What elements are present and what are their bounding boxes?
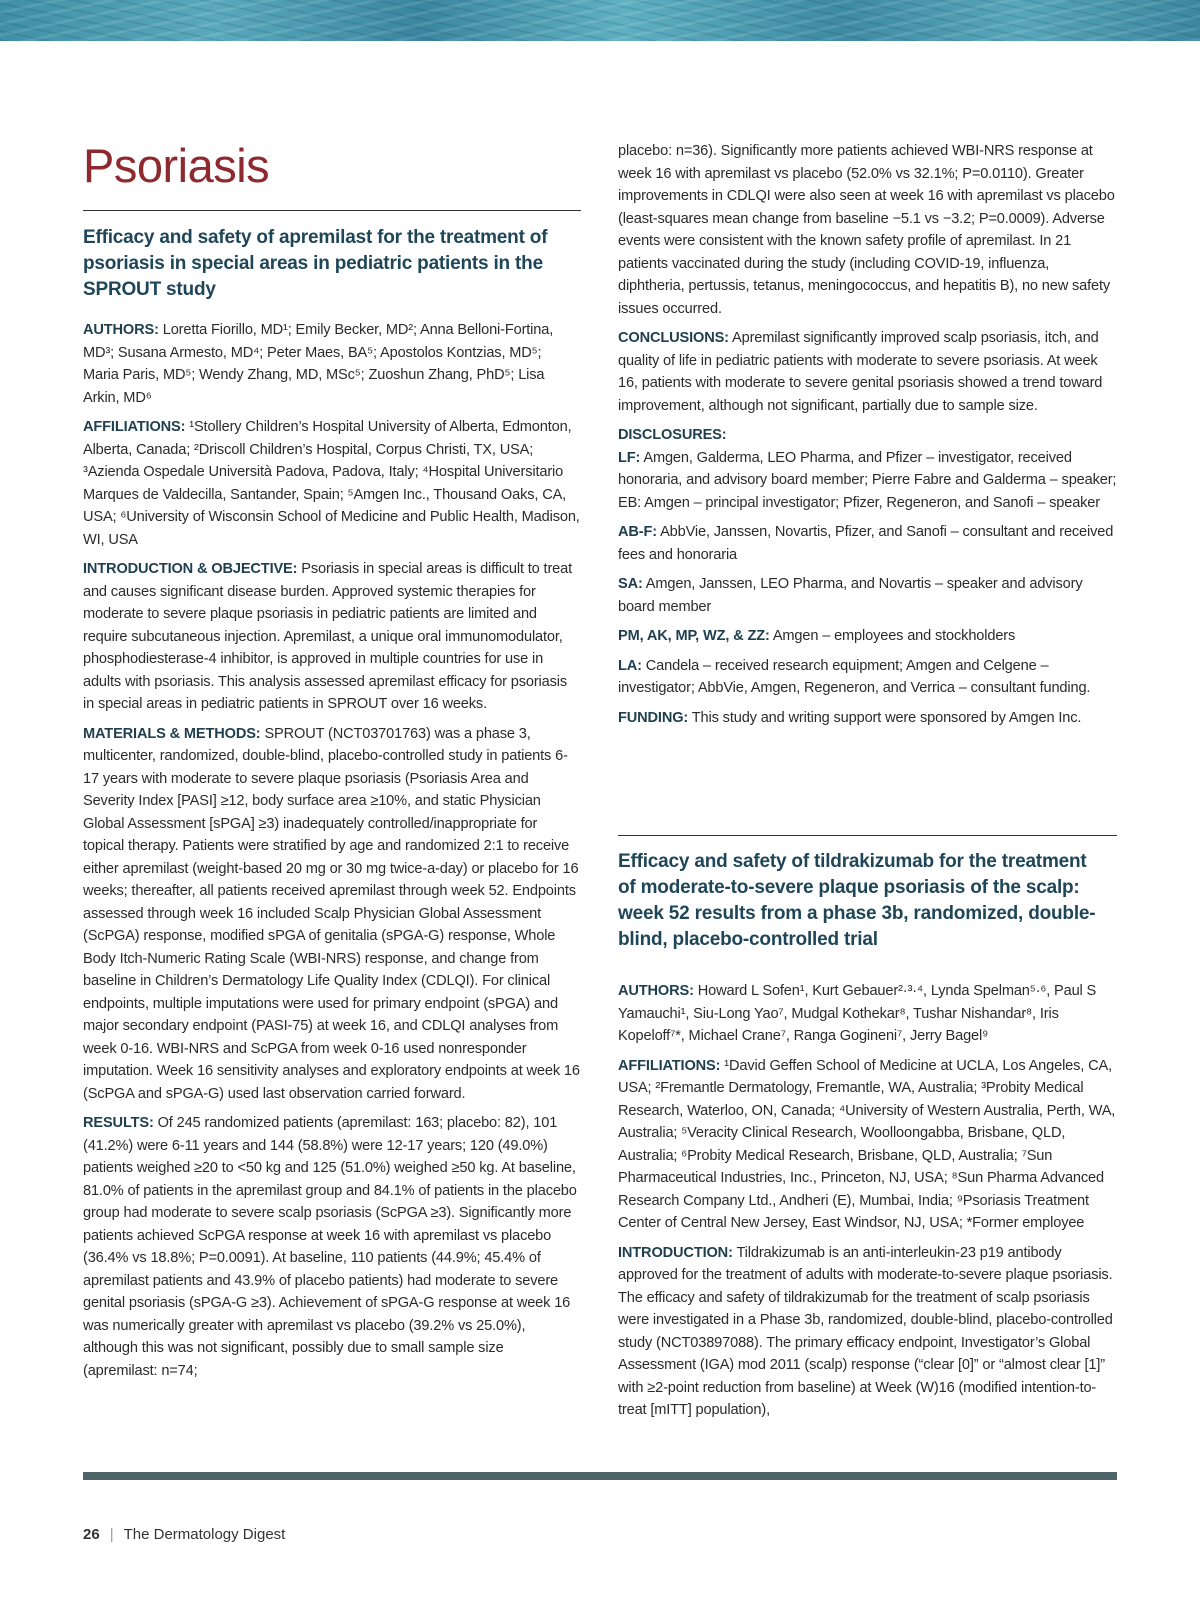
disclosure-item [618,521,1117,566]
article2-body [618,980,1117,1429]
article-divider [618,835,1117,836]
publication-name: The Dermatology Digest [123,1526,286,1543]
article1-authors [83,319,581,409]
conclusions-label: CONCLUSIONS: [618,330,729,346]
disclosure-label: PM, AK, MP, WZ, & ZZ: [618,628,770,644]
disclosure-item [618,447,1117,515]
article1-results [83,1112,581,1382]
disclosure-label: LA: [618,657,642,674]
article1-introduction [83,558,581,716]
introduction-text: Psoriasis in special areas is difficult to treat and causes significant disease burden. Approved systemic therapies for moderate to severe plaque psoriasis in pediatric patients are limited and require subcutaneous injection. Apremilast, a unique oral immunomodulator, phosphodiesterase-4 inhibitor, is approved in multiple countries for use in adults with psoriasis. This analysis assessed apremilast efficacy for psoriasis in special areas in pediatric patients in SPROUT over 16 weeks. [83,561,573,712]
article1-conclusions [618,327,1117,417]
page-number: 26 [83,1526,100,1543]
affiliations-text: ¹David Geffen School of Medicine at UCLA, Los Angeles, CA, USA; ²Fremantle Dermatology, Fremantle, WA, Australia; ³Probity Medical Research, Waterloo, ON, Canada; ⁴University of Western Australia, Perth, WA, Australia; ⁵Veracity Clinical Research, Woolloongabba, Brisbane, QLD, Australia; ⁶Probity Medical Research, Brisbane, QLD, Australia; ⁷Sun Pharmaceutical Industries, Inc., Princeton, NJ, USA; ⁸Sun Pharma Advanced Research Company Ltd., Andheri (E), Mumbai, India; ⁹Psoriasis Treatment Center of Central New Jersey, East Windsor, NJ, USA; *Former employee [618,1057,1116,1231]
introduction-text: Tildrakizumab is an anti-interleukin-23 p19 antibody approved for the treatment of adults with moderate-to-severe plaque psoriasis. The efficacy and safety of tildrakizumab for the treatment of scalp psoriasis were investigated in a Phase 3b, randomized, double-blind, placebo-controlled study (NCT03897088). The primary efficacy endpoint, Investigator’s Global Assessment (IGA) mod 2011 (scalp) response (“clear [0]” or “almost clear [1]” with ≥2-point reduction from baseline) at Week (W)16 (modified intention-to-treat [mITT] population), [618,1244,1113,1418]
header-banner-image [0,0,1200,41]
affiliations-label: AFFILIATIONS: [83,419,186,435]
funding-label: FUNDING: [618,709,689,726]
affiliations-label: AFFILIATIONS: [618,1057,721,1074]
article1-methods [83,723,581,1106]
disclosure-label: SA: [618,576,643,592]
disclosure-text: Amgen, Janssen, LEO Pharma, and Novartis – speaker and advisory board member [618,576,1083,615]
article1-funding [618,707,1117,730]
footer-rule [83,1472,1117,1480]
disclosures-label: DISCLOSURES: [618,427,727,443]
article1-body-left [83,319,581,1389]
article2-authors [618,980,1117,1048]
methods-label: MATERIALS & METHODS: [83,725,261,742]
article1-results-continued: placebo: n=36). Significantly more patients achieved WBI-NRS response at week 16 with apremilast vs placebo (52.0% vs 32.1%; P=0.0110). Greater improvements in CDLQI were also seen at week 16 with apremilast vs placebo (least-squares mean change from baseline −5.1 vs −3.2; P=0.0009). Adverse events were consistent with the known safety profile of apremilast. In 21 patients vaccinated during the study (including COVID-19, influenza, diphtheria, pertussis, tetanus, meningococcus, and hepatitis B), no new safety issues occurred. [618,143,1115,317]
authors-label: AUTHORS: [83,322,159,338]
article2-affiliations [618,1055,1117,1235]
introduction-label: INTRODUCTION & OBJECTIVE: [83,561,298,577]
article1-disclosures [618,424,1117,447]
disclosure-text: Candela – received research equipment; Amgen and Celgene – investigator; AbbVie, Amgen, Regeneron, and Verrica – consultant funding. [618,657,1091,696]
page-footer [83,1526,285,1543]
funding-text: This study and writing support were sponsored by Amgen Inc. [691,709,1082,726]
section-title: Psoriasis [83,139,270,192]
article1-affiliations [83,416,581,551]
disclosure-item [618,655,1117,700]
results-label: RESULTS: [83,1115,154,1131]
banner-texture [0,0,1200,41]
disclosure-text: Amgen – employees and stockholders [772,628,1016,644]
article2-introduction [618,1242,1117,1422]
authors-text: Loretta Fiorillo, MD¹; Emily Becker, MD²; Anna Belloni-Fortina, MD³; Susana Armesto, MD⁴; Peter Maes, BA⁵; Apostolos Kontzias, MD⁵; Maria Paris, MD⁵; Wendy Zhang, MD, MSc⁵; Zuoshun Zhang, PhD⁵; Lisa Arkin, MD⁶ [83,322,554,406]
affiliations-text: ¹Stollery Children’s Hospital University of Alberta, Edmonton, Alberta, Canada; ²Driscoll Children’s Hospital, Corpus Christi, TX, USA; ³Azienda Ospedale Università Padova, Padova, Italy; ⁴Hospital Universitario Marques de Valdecilla, Santander, Spain; ⁵Amgen Inc., Thousand Oaks, CA, USA; ⁶University of Wisconsin School of Medicine and Public Health, Madison, WI, USA [83,419,580,548]
disclosure-label: AB-F: [618,524,657,540]
disclosure-item [618,573,1117,618]
results-text: Of 245 randomized patients (apremilast: 163; placebo: 82), 101 (41.2%) were 6-11 years and 144 (58.8%) were 12-17 years; 120 (49.0%) patients weighed ≥20 to <50 kg and 125 (51.0%) weighed ≥50 kg. At baseline, 81.0% of patients in the apremilast group and 84.1% of patients in the placebo group had moderate to severe scalp psoriasis (ScPGA ≥3). Significantly more patients achieved ScPGA response at week 16 with apremilast vs placebo (36.4% vs 18.8%; P=0.0091). At baseline, 110 patients (44.9%; 45.4% of apremilast patients and 43.9% of placebo patients) had moderate to severe genital psoriasis (sPGA-G ≥3). Achievement of sPGA-G response at week 16 was numerically greater with apremilast vs placebo (39.2% vs 25.0%), although this was not significant, possibly due to small sample size (apremilast: n=74; [83,1115,577,1379]
methods-text: SPROUT (NCT03701763) was a phase 3, multicenter, randomized, double-blind, placebo-controlled study in patients 6-17 years with moderate to severe plaque psoriasis (Psoriasis Area and Severity Index [PASI] ≥12, body surface area ≥10%, and static Physician Global Assessment [sPGA] ≥3) inadequately controlled/inappropriate for topical therapy. Patients were stratified by age and randomized 2:1 to receive either apremilast (weight-based 20 mg or 30 mg twice-a-day) or placebo for 16 weeks; thereafter, all patients received apremilast through week 52. Endpoints assessed through week 16 included Scalp Physician Global Assessment (ScPGA) response, modified sPGA of genitalia (sPGA-G) response, Whole Body Itch-Numeric Rating Scale (WBI-NRS) response, and change from baseline in Children’s Dermatology Life Quality Index (CDLQI). For clinical endpoints, multiple imputations were used for primary endpoint (sPGA) and major secondary endpoint (PASI-75) at week 16, and CDLQI analyses from week 0-16. WBI-NRS and ScPGA from week 0-16 used nonresponder imputation. Week 16 sensitivity analyses and exploratory endpoints at week 16 (ScPGA and sPGA-G) used last observation carried forward. [83,725,580,1102]
article2-title: Efficacy and safety of tildrakizumab for the treatment of moderate-to-severe plaque psoriasis of the scalp: week 52 results from a phase 3b, randomized, double-blind, placebo-controlled trial [618,851,1096,950]
authors-text: Howard L Sofen¹, Kurt Gebauer²·³·⁴, Lynda Spelman⁵·⁶, Paul S Yamauchi¹, Siu-Long Yao⁷, Mudgal Kothekar⁸, Tushar Nishandar⁸, Iris Kopeloff⁷*, Michael Crane⁷, Ranga Gogineni⁷, Jerry Bagel⁹ [618,983,1097,1044]
introduction-label: INTRODUCTION: [618,1244,733,1261]
article1-title: Efficacy and safety of apremilast for the treatment of psoriasis in special areas in pediatric patients in the SPROUT study [83,227,548,300]
authors-label: AUTHORS: [618,983,694,999]
conclusions-text: Apremilast significantly improved scalp psoriasis, itch, and quality of life in pediatric patients with moderate to severe psoriasis. At week 16, patients with moderate to severe genital psoriasis showed a trend toward improvement, although not significant, partially due to sample size. [618,330,1103,414]
disclosure-item [618,625,1117,648]
footer-separator: | [109,1526,114,1543]
disclosure-text: AbbVie, Janssen, Novartis, Pfizer, and Sanofi – consultant and received fees and honoraria [618,524,1114,563]
article1-body-right [618,140,1117,736]
disclosure-label: LF: [618,449,641,466]
disclosure-text: Amgen, Galderma, LEO Pharma, and Pfizer – investigator, received honoraria, and advisory board member; Pierre Fabre and Galderma – speaker; EB: Amgen – principal investigator; Pfizer, Regeneron, and Sanofi – speaker [618,449,1117,511]
section-divider [83,210,581,211]
